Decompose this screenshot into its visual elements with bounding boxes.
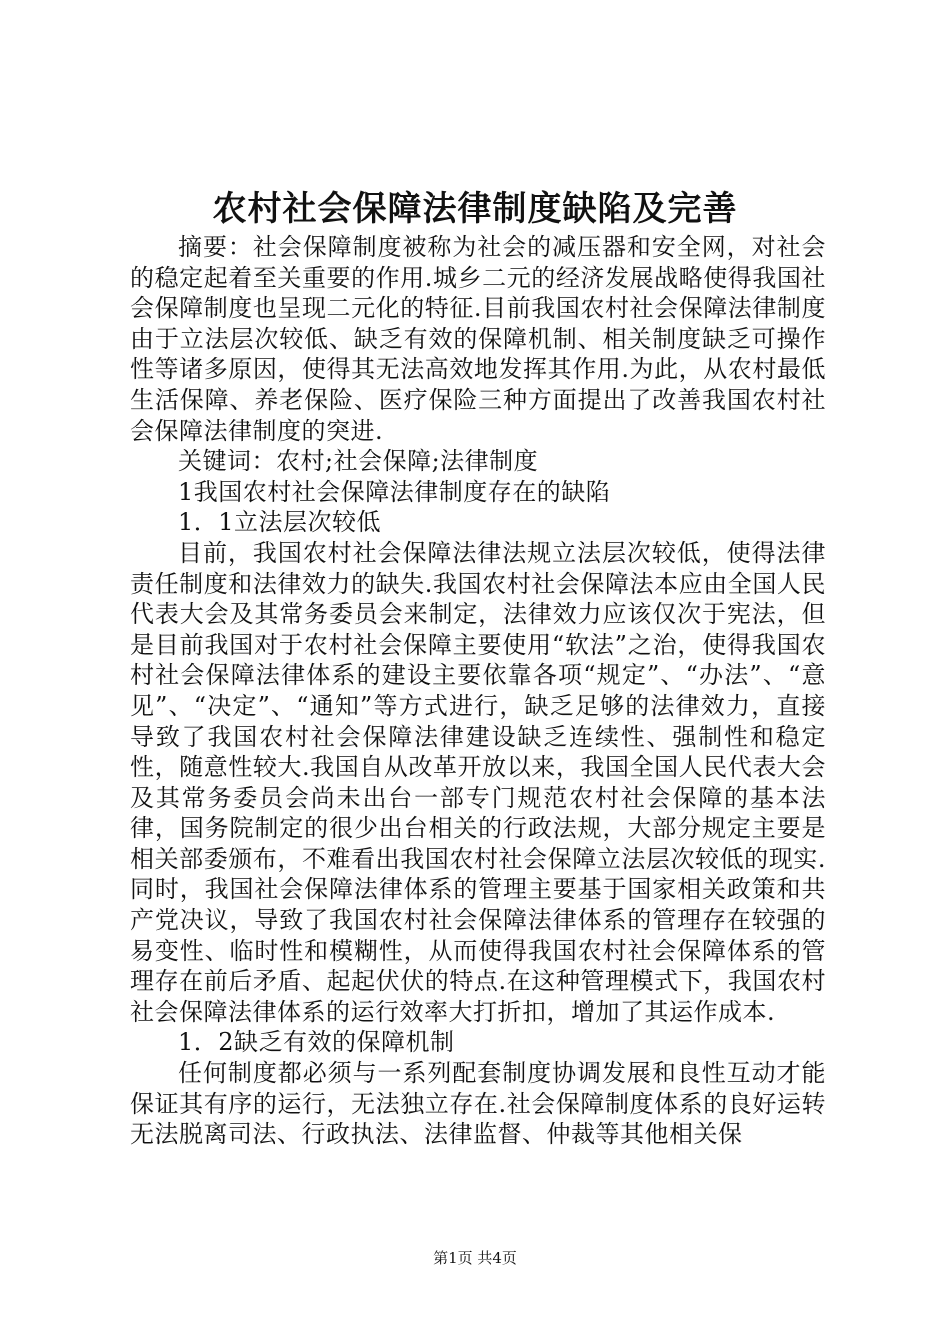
- subsection-heading: 1．1立法层次较低: [178, 508, 382, 537]
- keywords-paragraph: 关键词：农村;社会保障;法律制度: [178, 447, 539, 476]
- document-title: 农村社会保障法律制度缺陷及完善: [212, 189, 738, 229]
- body-paragraph: 目前，我国农村社会保障法律法规立法层次较低，使得法律责任制度和法律效力的缺失.我国农村社会保障法本应由全国人民代表大会及其常务委员会来制定，法律效力应该仅次于宪法，但是目前我国对于农村社会保障主要使用“软法”之治，使得我国农村社会保障法律体系的建设主要依靠各项“规定”、“办法”、“意见”、“决定”、“通知”等方式进行，缺乏足够的法律效力，直接导致了我国农村社会保障法律建设缺乏连续性、强制性和稳定性，随意性较大.我国自从改革开放以来，我国全国人民代表大会及其常务委员会尚未出台一部专门规范农村社会保障的基本法律，国务院制定的很少出台相关的行政法规，大部分规定主要是相关部委颁布，不难看出我国农村社会保障立法层次较低的现实.同时，我国社会保障法律体系的管理主要基于国家相关政策和共产党决议，导致了我国农村社会保障法律体系的管理存在较强的易变性、临时性和模糊性，从而使得我国农村社会保障体系的管理存在前后矛盾、起起伏伏的特点.在这种管理模式下，我国农村社会保障法律体系的运行效率大打折扣，增加了其运作成本.: [130, 538, 826, 1026]
- body-paragraph: 任何制度都必须与一系列配套制度协调发展和良性互动才能保证其有序的运行，无法独立存在.社会保障制度体系的良好运转无法脱离司法、行政执法、法律监督、仲裁等其他相关保: [130, 1059, 826, 1149]
- section-heading: 1我国农村社会保障法律制度存在的缺陷: [178, 477, 611, 506]
- page-number-footer: 第1页 共4页: [433, 1249, 517, 1267]
- document-body: [130, 232, 826, 1150]
- subsection-heading: 1．2缺乏有效的保障机制: [178, 1028, 455, 1057]
- abstract-paragraph: 摘要：社会保障制度被称为社会的减压器和安全网，对社会的稳定起着至关重要的作用.城乡二元的经济发展战略使得我国社会保障制度也呈现二元化的特征.目前我国农村社会保障法律制度由于立法层次较低、缺乏有效的保障机制、相关制度缺乏可操作性等诸多原因，使得其无法高效地发挥其作用.为此，从农村最低生活保障、养老保险、医疗保险三种方面提出了改善我国农村社会保障法律制度的突进.: [130, 233, 826, 445]
